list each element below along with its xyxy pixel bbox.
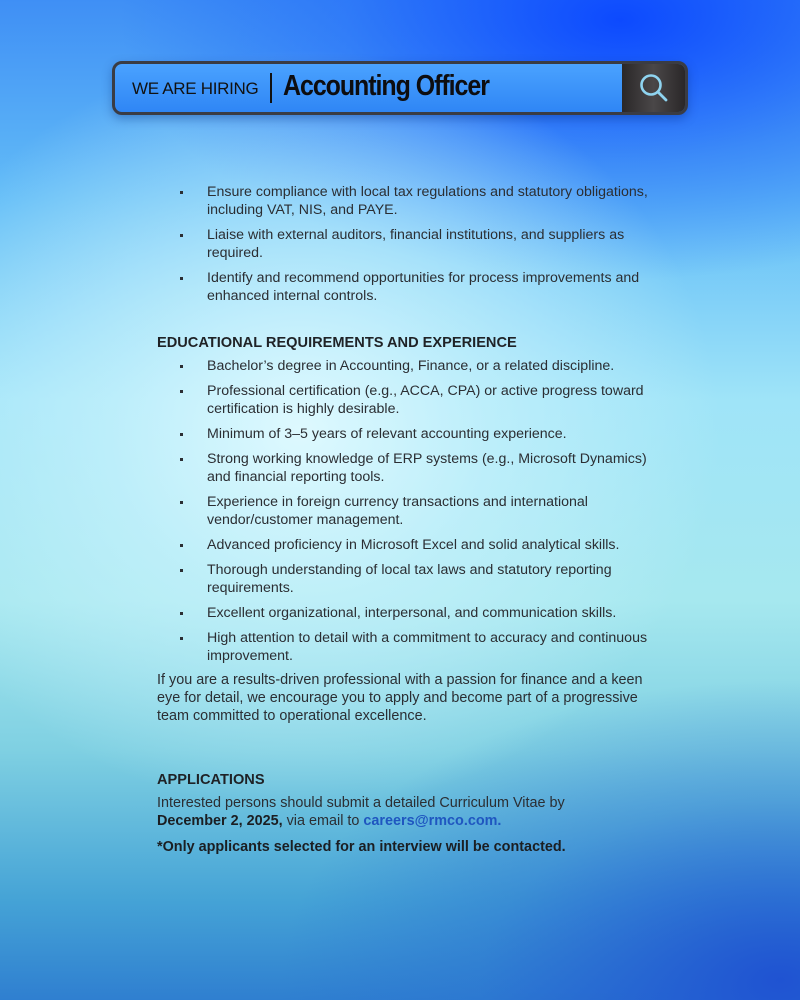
list-item: [157, 629, 657, 665]
list-item-text: High attention to detail with a commitment to accuracy and continuous improvement.: [207, 630, 648, 664]
list-item: [157, 493, 657, 529]
list-item-text: Advanced proficiency in Microsoft Excel and solid analytical skills.: [207, 537, 620, 553]
search-bar[interactable]: [112, 61, 688, 115]
email-link[interactable]: careers@rmco.com.: [363, 813, 502, 829]
bullet-icon: [180, 569, 183, 572]
list-item-text: Minimum of 3–5 years of relevant accounting experience.: [207, 426, 567, 442]
hiring-tagline: WE ARE HIRING: [132, 79, 259, 98]
job-title: Accounting Officer: [283, 70, 489, 102]
bullet-icon: [180, 191, 183, 194]
list-item-text: Thorough understanding of local tax laws and statutory reporting requirements.: [207, 562, 612, 596]
list-item: [157, 561, 657, 597]
list-item: [157, 382, 657, 418]
education-heading: EDUCATIONAL REQUIREMENTS AND EXPERIENCE: [157, 335, 517, 351]
list-item-text: Liaise with external auditors, financial institutions, and suppliers as required.: [207, 227, 625, 261]
list-item: [157, 269, 657, 305]
list-item-text: Identify and recommend opportunities for process improvements and enhanced internal controls.: [207, 270, 640, 304]
deadline: December 2, 2025,: [157, 813, 283, 829]
list-item: [157, 226, 657, 262]
list-item: [157, 425, 657, 443]
bullet-icon: [180, 234, 183, 237]
education-list: [157, 357, 657, 665]
closing-paragraph: If you are a results-driven professional with a passion for finance and a keen eye for detail, we encourage you to apply and become part of a progressive team committed to operational excellence.: [157, 672, 643, 724]
bullet-icon: [180, 433, 183, 436]
search-icon: [638, 72, 670, 104]
responsibilities-list: [157, 183, 657, 305]
list-item-text: Experience in foreign currency transactions and international vendor/customer management.: [207, 494, 588, 528]
applications-heading: APPLICATIONS: [157, 772, 265, 788]
list-item: [157, 536, 657, 554]
bullet-icon: [180, 365, 183, 368]
divider: [270, 73, 272, 103]
list-item-text: Bachelor’s degree in Accounting, Finance, or a related discipline.: [207, 358, 615, 374]
bullet-icon: [180, 544, 183, 547]
bullet-icon: [180, 612, 183, 615]
applications-text: [157, 794, 657, 830]
bullet-icon: [180, 390, 183, 393]
list-item-text: Excellent organizational, interpersonal, and communication skills.: [207, 605, 617, 621]
list-item: [157, 604, 657, 622]
bullet-icon: [180, 458, 183, 461]
applications-intro: Interested persons should submit a detailed Curriculum Vitae by: [157, 795, 565, 811]
list-item: [157, 357, 657, 375]
bullet-icon: [180, 277, 183, 280]
list-item: [157, 183, 657, 219]
list-item: [157, 450, 657, 486]
list-item-text: Professional certification (e.g., ACCA, CPA) or active progress toward certification is highly desirable.: [207, 383, 644, 417]
list-item-text: Strong working knowledge of ERP systems (e.g., Microsoft Dynamics) and financial reporting tools.: [207, 451, 647, 485]
content: [157, 183, 657, 856]
bullet-icon: [180, 637, 183, 640]
via-text: via email to: [282, 813, 364, 829]
list-item-text: Ensure compliance with local tax regulations and statutory obligations, including VAT, NIS, and PAYE.: [207, 184, 648, 218]
search-button[interactable]: [622, 64, 685, 112]
applicants-note: *Only applicants selected for an interview will be contacted.: [157, 839, 566, 855]
bullet-icon: [180, 501, 183, 504]
